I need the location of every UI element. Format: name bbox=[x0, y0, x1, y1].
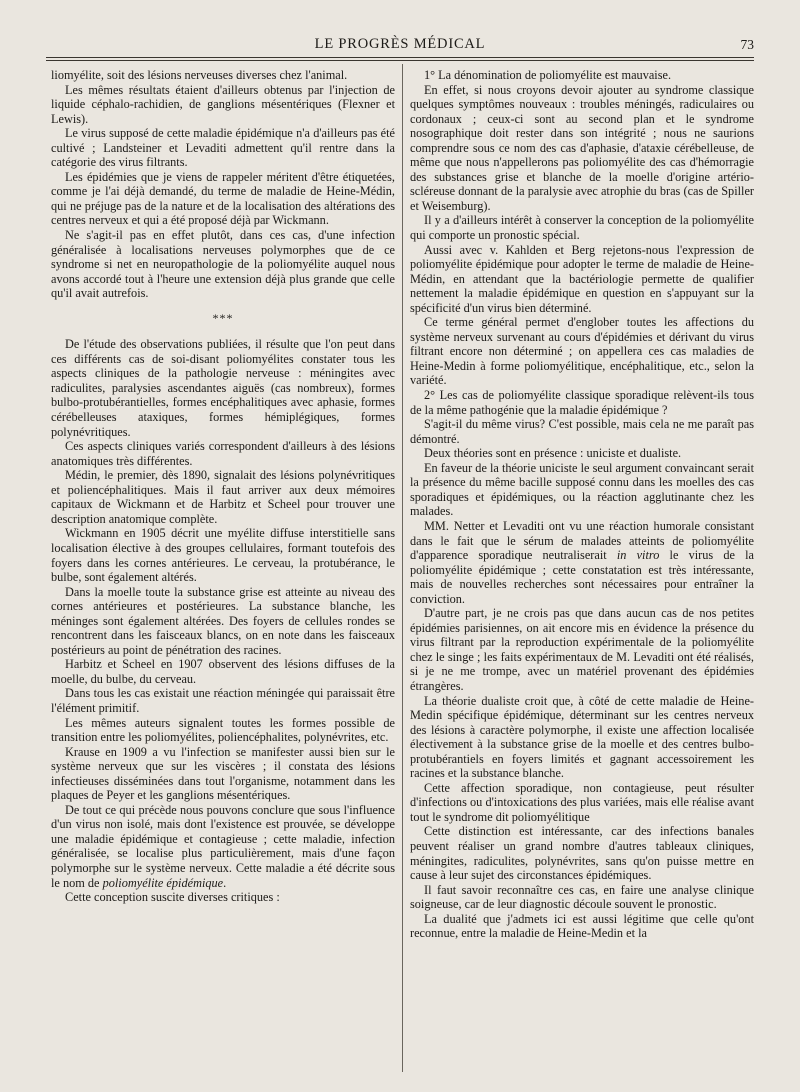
header-rule bbox=[46, 57, 754, 58]
paragraph: Wickmann en 1905 décrit une myélite diffuse interstitielle sans localisation élective à des groupes cellulaires, formant toutefois des foyers dans les cornes antérieures. Le cerveau, la protubérance, le bulbe, sont également altérés. bbox=[51, 526, 395, 585]
paragraph: Les mêmes auteurs signalent toutes les formes possible de transition entre les poliomyélites, poliencéphalites, polynévrites, etc. bbox=[51, 715, 395, 745]
paragraph: 2° Les cas de poliomyélite classique sporadique relèvent-ils tous de la même pathogénie que la maladie épidémique ? bbox=[410, 388, 754, 417]
italic-term: in vitro bbox=[616, 548, 660, 563]
paragraph: Ce terme général permet d'englober toutes les affections du système nerveux survenant au cours d'épidémies et dérivant du virus filtrant encore non déterminé ; on appellera ces cas maladies de Heine-Medin à forme poliomyélitique, encéphalitique, etc., selon la variété. bbox=[410, 315, 754, 388]
paragraph bbox=[410, 519, 754, 606]
journal-title: LE PROGRÈS MÉDICAL bbox=[314, 36, 486, 52]
column-divider bbox=[402, 64, 403, 1072]
paragraph: Les mêmes résultats étaient d'ailleurs obtenus par l'injection de liquide céphalo-rachidien, de ganglions mésentériques (Flexner et Lewis). bbox=[51, 82, 395, 126]
paragraph-text: . bbox=[223, 875, 227, 890]
paragraph: Les épidémies que je viens de rappeler méritent d'être étiquetées, comme je l'ai déjà demandé, du terme de maladie de Heine-Médin, qui ne préjuge pas de la nature et de la localisation des altérations des centres nerveux et qui a été proposé déjà par Wickmann. bbox=[51, 169, 395, 228]
paragraph: En effet, si nous croyons devoir ajouter au syndrome classique quelques symptômes nouveaux : troubles méningés, radiculaires ou cordonaux ; ceux-ci sont au second plan et le syndrome nosographique doit rester dans son intégrité ; nous ne saurions comprendre sous ce nom des cas d'aphasie, d'ataxie cérébelleuse, de même que nous n'appellerons pas poliomyélite des cas d'hémorragie des substances grise et blanche de la moelle d'origine artério-scléreuse donnant de la paralysie avec atrophie du bras (cas de Spiller et Weisemburg). bbox=[410, 82, 754, 213]
paragraph: Dans tous les cas existait une réaction méningée qui paraissait être l'élément primitif. bbox=[51, 686, 395, 715]
paragraph: Cette affection sporadique, non contagieuse, peut résulter d'infections ou d'intoxications des plus variées, mais elle réalise avant tout le syndrome dit poliomyélitique bbox=[410, 780, 754, 824]
section-separator: *** bbox=[212, 310, 234, 325]
paragraph: En faveur de la théorie uniciste le seul argument convaincant serait la présence du même bacille supposé connu dans les moelles des cas sporadiques et épidémiques, ou la réaction agglutinante chez les malades. bbox=[410, 460, 754, 519]
paragraph: Ne s'agit-il pas en effet plutôt, dans ces cas, d'une infection généralisée à localisations nerveuses polymorphes que de ce syndrome si net en neuropathologie de la poliomyélite auquel nous avons accordé tout à l'heure une extension déjà plus grande que celle qu'il avait autrefois. bbox=[51, 228, 395, 301]
page-number: 73 bbox=[740, 37, 754, 52]
header-rule-secondary bbox=[46, 60, 754, 61]
paragraph: La théorie dualiste croit que, à côté de cette maladie de Heine-Medin spécifique épidémique, déterminant sur les centres nerveux des lésions à caractère polymorphe, il existe une affection localisée électivement à la substance grise de la moelle et des centres bulbo-protubérantiels en foyers limités et gagnant accessoirement les racines et la substance blanche. bbox=[410, 693, 754, 781]
right-column bbox=[410, 68, 754, 1076]
paragraph: Il faut savoir reconnaître ces cas, en faire une analyse clinique soigneuse, car de leur diagnostic découle souvent le pronostic. bbox=[410, 882, 754, 912]
paragraph: Harbitz et Scheel en 1907 observent des lésions diffuses de la moelle, du bulbe, du cerveau. bbox=[51, 657, 395, 686]
paragraph-text: le virus de la poliomyélite épidémique ; cette constatation est très intéressante, mais de nouvelles recherches sont nécessaires pour entraîner la conviction. bbox=[410, 548, 754, 606]
paragraph: Aussi avec v. Kahlden et Berg rejetons-nous l'expression de poliomyélite épidémique pour adopter le terme de maladie de Heine-Médin, en attendant que la bactériologie permette de qualifier nettement la maladie épidémique en question en s'appuyant sur la spécificité d'un virus bien déterminé. bbox=[410, 242, 754, 315]
paragraph: De l'étude des observations publiées, il résulte que l'on peut dans ces différents cas de soi-disant poliomyélites constater tous les aspects cliniques de la pathologie nerveuse : méningites avec radiculites, paralysies ascendantes aiguës (cas nombreux), formes bulbo-protubérantielles, formes encéphalitiques avec aphasie, formes cérébelleuses ataxiques, formes hémiplégiques, formes polynévritiques. bbox=[51, 337, 395, 439]
paragraph: Cette distinction est intéressante, car des infections banales peuvent réaliser un grand nombre d'autres tableaux cliniques, méningites, radiculites, polynévrites, sans qu'on puisse mettre en cause à leur sujet des circonstances épidémiques. bbox=[410, 824, 754, 883]
paragraph: Deux théories sont en présence : uniciste et dualiste. bbox=[424, 446, 682, 461]
paragraph: Ces aspects cliniques variés correspondent d'ailleurs à des lésions anatomiques très différentes. bbox=[51, 439, 395, 468]
paragraph: Dans la moelle toute la substance grise est atteinte au niveau des cornes antérieures et postérieures. La substance blanche, les méninges sont également altérées. Des foyers de cellules rondes se rencontrent dans les faisceaux blancs, on en note dans les faisceaux postérieurs au point de pénétration des racines. bbox=[51, 584, 395, 657]
paragraph: Cette conception suscite diverses critiques : bbox=[65, 890, 280, 905]
paragraph bbox=[51, 803, 395, 890]
paragraph-text: MM. Netter et Levaditi ont vu une réaction humorale consistant dans le fait que le sérum de malades atteints de poliomyélite d'apparence sporadique neutraliserait bbox=[410, 518, 754, 563]
italic-term: poliomyélite épidémique bbox=[102, 875, 224, 890]
paragraph: Médin, le premier, dès 1890, signalait des lésions polynévritiques et poliencéphalitiques. Mais il faut arriver aux deux mémoires capitaux de Wickmann et de Harbitz et Scheel pour trouver une description anatomique complète. bbox=[51, 468, 395, 526]
paragraph: Il y a d'ailleurs intérêt à conserver la conception de la poliomyélite qui comporte un pronostic spécial. bbox=[410, 213, 754, 243]
paragraph: 1° La dénomination de poliomyélite est mauvaise. bbox=[424, 68, 672, 82]
paragraph: Le virus supposé de cette maladie épidémique n'a d'ailleurs pas été cultivé ; Landsteiner et Levaditi admettent qu'il rentre dans la catégorie des virus filtrants. bbox=[51, 126, 395, 170]
paragraph: S'agit-il du même virus? C'est possible, mais cela ne me paraît pas démontré. bbox=[410, 417, 754, 446]
paragraph: D'autre part, je ne crois pas que dans aucun cas de nos petites épidémies parisiennes, on ait encore mis en évidence la présence du virus filtrant par la reproduction expérimentale de la poliomyélite chez le singe ; les faits expérimentaux de M. Levaditi ont été réalisés, si je ne me trompe, avec un matériel provenant des épidémies étrangères. bbox=[410, 606, 754, 693]
paragraph: Krause en 1909 a vu l'infection se manifester aussi bien sur le système nerveux que sur les viscères ; il constata des lésions infectieuses disséminées dans tout l'organisme, notamment dans les plaques de Peyer et les ganglions mésentériques. bbox=[51, 744, 395, 803]
paragraph-text: De tout ce qui précède nous pouvons conclure que sous l'influence d'un virus non isolé, mais dont l'existence est prouvée, se développe une maladie épidémique et contagieuse ; cette maladie, infection généralisée, se localise plus particulièrement, mais d'une façon polymorphe sur le système nerveux. Cette maladie a été décrite sous le nom de bbox=[51, 802, 395, 890]
paragraph: liomyélite, soit des lésions nerveuses diverses chez l'animal. bbox=[51, 68, 348, 82]
paragraph: La dualité que j'admets ici est aussi légitime que celle qu'ont reconnue, entre la maladie de Heine-Medin et la bbox=[410, 911, 754, 941]
left-column bbox=[51, 68, 395, 1076]
page-header bbox=[46, 36, 754, 56]
